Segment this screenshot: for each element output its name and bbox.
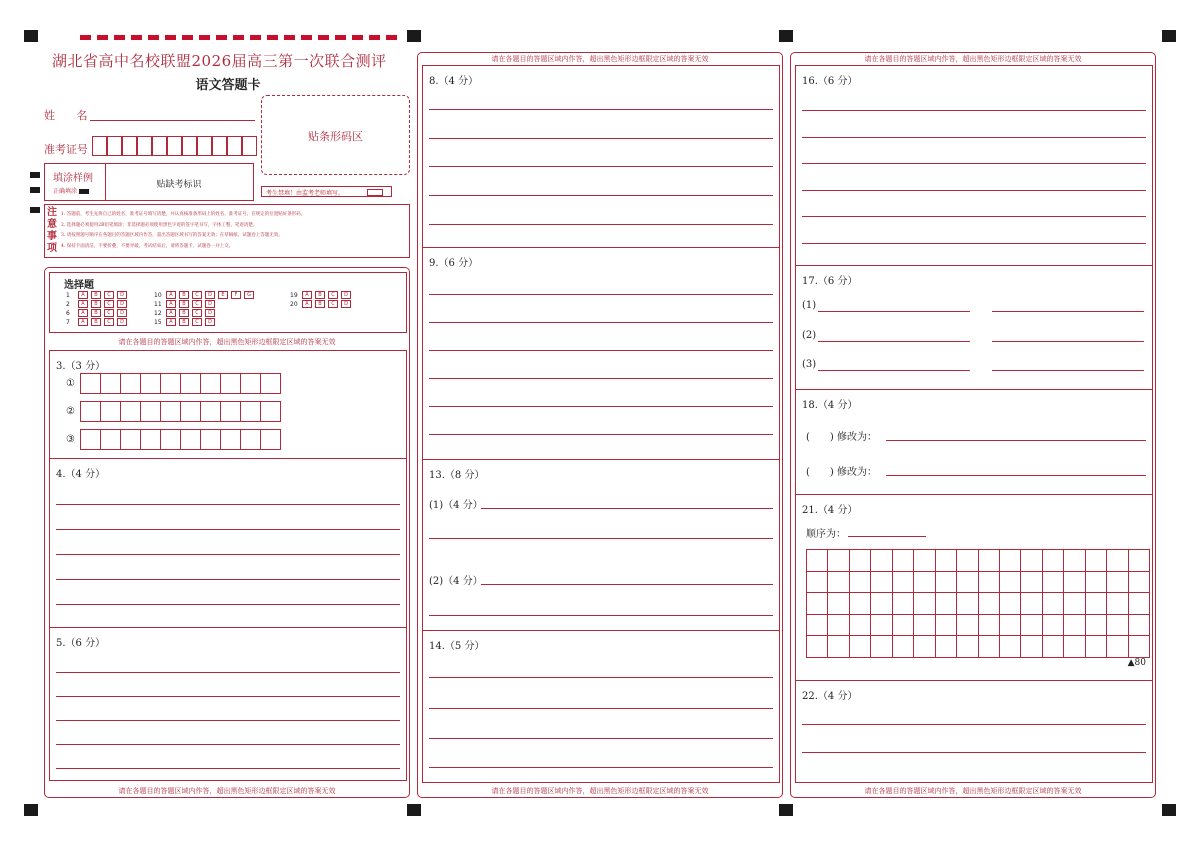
- q21-char-box[interactable]: [978, 592, 1000, 615]
- q21-char-box[interactable]: [1106, 571, 1128, 594]
- choice-option-bubble[interactable]: D: [117, 291, 127, 299]
- choice-row: [154, 300, 218, 308]
- q21-char-box[interactable]: [827, 592, 849, 615]
- q21-char-box[interactable]: [1085, 571, 1107, 594]
- q21-char-box[interactable]: [1085, 549, 1107, 572]
- q21-char-box[interactable]: [1106, 614, 1128, 637]
- column2-frame: [422, 65, 780, 783]
- q21-char-box[interactable]: [806, 614, 828, 637]
- q3-char-box[interactable]: [100, 401, 121, 422]
- choice-option-bubble[interactable]: C: [328, 291, 338, 299]
- q21-char-box[interactable]: [978, 614, 1000, 637]
- q21-title: 21.（4 分）: [802, 505, 858, 516]
- q21-char-box[interactable]: [849, 635, 871, 658]
- notes-heading: 注 意 事 项: [47, 207, 57, 254]
- q21-char-box[interactable]: [1063, 549, 1085, 572]
- q21-char-box[interactable]: [892, 549, 914, 572]
- q14-box[interactable]: [423, 631, 779, 784]
- exam-title: 湖北省高中名校联盟2026届高三第一次联合测评: [52, 52, 387, 70]
- q21-char-box[interactable]: [1128, 635, 1150, 658]
- q13-part2-label: (2)（4 分）: [429, 576, 483, 587]
- q3-char-box[interactable]: [180, 401, 201, 422]
- choice-option-bubble[interactable]: A: [78, 318, 88, 326]
- q21-char-box[interactable]: [913, 571, 935, 594]
- q21-char-box[interactable]: [978, 571, 1000, 594]
- choice-option-bubble[interactable]: B: [315, 291, 325, 299]
- q21-char-box[interactable]: [806, 549, 828, 572]
- q21-char-box[interactable]: [999, 592, 1021, 615]
- q21-char-box[interactable]: [1020, 549, 1042, 572]
- q21-char-box[interactable]: [935, 549, 957, 572]
- q3-char-box[interactable]: [260, 401, 281, 422]
- q21-char-box[interactable]: [892, 592, 914, 615]
- q3-char-box[interactable]: [160, 429, 181, 450]
- choice-row: [154, 291, 257, 299]
- q13-part1-label: (1)（4 分）: [429, 500, 483, 511]
- q3-char-box[interactable]: [180, 373, 201, 394]
- q5-box[interactable]: [49, 628, 407, 781]
- q18-box[interactable]: [796, 390, 1152, 495]
- choice-option-bubble[interactable]: A: [166, 300, 176, 308]
- q21-char-box[interactable]: [806, 592, 828, 615]
- q3-char-box[interactable]: [240, 401, 261, 422]
- q3-title: 3.（3 分）: [56, 361, 106, 372]
- q21-char-box[interactable]: [849, 614, 871, 637]
- notes-box: [44, 204, 410, 258]
- q21-char-box[interactable]: [870, 549, 892, 572]
- q21-char-box[interactable]: [892, 571, 914, 594]
- q3-char-box[interactable]: [120, 401, 141, 422]
- choice-option-bubble[interactable]: B: [315, 300, 325, 308]
- choice-row: [66, 291, 130, 299]
- q21-char-box[interactable]: [999, 549, 1021, 572]
- q21-char-box[interactable]: [913, 592, 935, 615]
- choice-row: [290, 291, 354, 299]
- choice-option-bubble[interactable]: B: [91, 309, 101, 317]
- choice-option-bubble[interactable]: B: [179, 300, 189, 308]
- q3-char-box[interactable]: [100, 373, 121, 394]
- choice-option-bubble[interactable]: B: [179, 309, 189, 317]
- fill-example-label: 填涂样例: [53, 173, 93, 184]
- choice-option-bubble[interactable]: D: [117, 318, 127, 326]
- q21-char-box[interactable]: [978, 549, 1000, 572]
- choice-row: [154, 309, 218, 317]
- choice-row: [66, 300, 130, 308]
- q21-char-box[interactable]: [892, 614, 914, 637]
- q21-char-box[interactable]: [1128, 614, 1150, 637]
- q21-char-box[interactable]: [1128, 571, 1150, 594]
- proctor-box: 考生禁填！由监考老师填写。: [261, 186, 392, 197]
- choice-option-bubble[interactable]: D: [117, 300, 127, 308]
- q21-char-box[interactable]: [956, 614, 978, 637]
- q21-char-box[interactable]: [1063, 571, 1085, 594]
- q3-box: [49, 350, 407, 459]
- notice-text: 请在各题目的答题区域内作答，超出黑色矩形边框限定区域的答案无效: [491, 55, 709, 63]
- q21-char-box[interactable]: [870, 614, 892, 637]
- q21-char-box[interactable]: [956, 635, 978, 658]
- q21-char-box[interactable]: [999, 635, 1021, 658]
- q3-char-box[interactable]: [100, 429, 121, 450]
- barcode-area: 贴条形码区: [261, 95, 410, 175]
- q21-char-box[interactable]: [1042, 614, 1064, 637]
- choice-option-bubble[interactable]: C: [104, 309, 114, 317]
- choice-option-bubble[interactable]: C: [328, 300, 338, 308]
- q16-box[interactable]: [796, 66, 1152, 266]
- notice-text: 请在各题目的答题区域内作答，超出黑色矩形边框限定区域的答案无效: [864, 55, 1082, 63]
- q21-char-box[interactable]: [935, 592, 957, 615]
- q21-box[interactable]: [796, 495, 1152, 681]
- q3-char-box[interactable]: [120, 429, 141, 450]
- choice-row: [66, 318, 130, 326]
- q3-char-box[interactable]: [200, 401, 221, 422]
- q21-char-box[interactable]: [1128, 592, 1150, 615]
- alignment-mark-bot-mid1: [407, 804, 421, 816]
- q18-fix-2-label: ( ) 修改为：: [806, 467, 877, 478]
- q21-char-box[interactable]: [806, 571, 828, 594]
- q21-char-box[interactable]: [913, 614, 935, 637]
- q21-char-box[interactable]: [827, 635, 849, 658]
- notice-text: 请在各题目的答题区域内作答，超出黑色矩形边框限定区域的答案无效: [118, 338, 336, 346]
- choice-option-bubble[interactable]: E: [218, 291, 228, 299]
- q3-item-2-label: ②: [66, 406, 75, 417]
- q21-char-box[interactable]: [1042, 592, 1064, 615]
- q3-char-box[interactable]: [200, 373, 221, 394]
- choice-option-bubble[interactable]: A: [78, 300, 88, 308]
- answer-panel-3: [790, 52, 1156, 798]
- q21-char-box[interactable]: [913, 549, 935, 572]
- q13-box[interactable]: [423, 460, 779, 631]
- q21-char-box[interactable]: [913, 635, 935, 658]
- choice-option-bubble[interactable]: C: [104, 300, 114, 308]
- choice-option-bubble[interactable]: D: [117, 309, 127, 317]
- choice-option-bubble[interactable]: B: [91, 291, 101, 299]
- alignment-mark-tl: [24, 30, 38, 42]
- choice-option-bubble[interactable]: D: [205, 309, 215, 317]
- q17-title: 17.（6 分）: [802, 276, 858, 287]
- q3-char-box[interactable]: [140, 429, 161, 450]
- q21-char-box[interactable]: [1020, 635, 1042, 658]
- choice-option-bubble[interactable]: C: [192, 318, 202, 326]
- card-subtitle: 语文答题卡: [195, 78, 261, 93]
- q3-item-1-label: ①: [66, 378, 75, 389]
- q21-char-box[interactable]: [1063, 635, 1085, 658]
- q21-char-box[interactable]: [1085, 592, 1107, 615]
- q21-char-box[interactable]: [892, 635, 914, 658]
- q18-title: 18.（4 分）: [802, 400, 858, 411]
- choice-question-number: 11: [154, 300, 162, 308]
- q8-title: 8.（4 分）: [429, 76, 479, 87]
- note-item: 1. 答题前，考生先将自己的姓名、准考证号填写清楚，并认真核准条形码上的姓名、准考证号，在规定的位置贴好条形码。: [61, 212, 306, 217]
- q21-char-box[interactable]: [870, 592, 892, 615]
- q3-char-box[interactable]: [160, 401, 181, 422]
- q21-char-box[interactable]: [1128, 549, 1150, 572]
- side-mark-3: [30, 207, 40, 213]
- q17-box[interactable]: [796, 266, 1152, 390]
- q3-char-box[interactable]: [80, 401, 101, 422]
- q21-char-box[interactable]: [935, 571, 957, 594]
- q21-char-box[interactable]: [849, 549, 871, 572]
- choice-question-number: 10: [154, 291, 162, 299]
- q3-char-box[interactable]: [140, 401, 161, 422]
- q21-char-box[interactable]: [935, 635, 957, 658]
- q3-char-box[interactable]: [140, 373, 161, 394]
- choice-option-bubble[interactable]: A: [302, 300, 312, 308]
- note-item: 3. 请按照题号顺序在各题目的答题区域内作答，超出答题区域书写的答案无效；在草稿纸、试题卷上答题无效。: [61, 233, 283, 238]
- q3-char-box[interactable]: [80, 373, 101, 394]
- choice-question-number: 7: [66, 318, 70, 326]
- answer-panel-2: [417, 52, 783, 798]
- q21-char-box[interactable]: [1106, 635, 1128, 658]
- q21-char-box[interactable]: [956, 592, 978, 615]
- answer-panel-1: [44, 267, 410, 798]
- exam-no-label: 准考证号: [44, 143, 88, 156]
- q18-fix-1-label: ( ) 修改为：: [806, 432, 877, 443]
- q14-title: 14.（5 分）: [429, 641, 485, 652]
- q21-char-box[interactable]: [1020, 571, 1042, 594]
- q22-box[interactable]: [796, 681, 1152, 784]
- choice-option-bubble[interactable]: C: [104, 291, 114, 299]
- choice-option-bubble[interactable]: B: [91, 318, 101, 326]
- choice-option-bubble[interactable]: C: [192, 300, 202, 308]
- q3-item-3-label: ③: [66, 434, 75, 445]
- note-item: 2. 选择题必须使用2B铅笔填涂；非选择题必须使用黑色字迹的签字笔书写，字体工整、笔迹清楚。: [61, 222, 258, 228]
- notice-text-bottom: 请在各题目的答题区域内作答，超出黑色矩形边框限定区域的答案无效: [491, 787, 709, 795]
- choice-option-bubble[interactable]: A: [166, 291, 176, 299]
- q21-char-box[interactable]: [999, 571, 1021, 594]
- choice-option-bubble[interactable]: A: [78, 309, 88, 317]
- q21-char-box[interactable]: [1063, 592, 1085, 615]
- choice-row: [154, 318, 218, 326]
- q4-box[interactable]: [49, 459, 407, 628]
- q3-char-box[interactable]: [220, 401, 241, 422]
- choice-option-bubble[interactable]: A: [166, 318, 176, 326]
- q3-char-box[interactable]: [220, 429, 241, 450]
- q21-char-box[interactable]: [1042, 635, 1064, 658]
- q4-title: 4.（4 分）: [56, 469, 106, 480]
- q21-char-box[interactable]: [956, 571, 978, 594]
- q21-char-box[interactable]: [956, 549, 978, 572]
- alignment-mark-tr: [1162, 30, 1176, 42]
- name-label: 姓 名: [44, 109, 88, 122]
- q3-char-box[interactable]: [260, 429, 281, 450]
- q21-writing-grid[interactable]: [806, 549, 1149, 657]
- choice-row: [66, 309, 130, 317]
- q21-char-box[interactable]: [1085, 614, 1107, 637]
- choice-question-number: 6: [66, 309, 70, 317]
- q21-order-label: 顺序为：: [806, 529, 846, 540]
- choice-option-bubble[interactable]: D: [205, 300, 215, 308]
- q3-char-box[interactable]: [180, 429, 201, 450]
- choice-option-bubble[interactable]: B: [179, 291, 189, 299]
- q21-char-box[interactable]: [827, 571, 849, 594]
- column3-frame: [795, 65, 1153, 783]
- q17-item-1-label: (1): [802, 300, 817, 311]
- q21-char-box[interactable]: [1020, 614, 1042, 637]
- choice-question-number: 15: [154, 318, 162, 326]
- q21-char-box[interactable]: [935, 614, 957, 637]
- choice-option-bubble[interactable]: D: [205, 318, 215, 326]
- choice-option-bubble[interactable]: A: [166, 309, 176, 317]
- choice-section: [49, 272, 407, 333]
- choice-option-bubble[interactable]: B: [91, 300, 101, 308]
- choice-option-bubble[interactable]: A: [78, 291, 88, 299]
- notice-text-bottom: 请在各题目的答题区域内作答，超出黑色矩形边框限定区域的答案无效: [118, 787, 336, 795]
- q21-char-box[interactable]: [870, 635, 892, 658]
- choice-option-bubble[interactable]: B: [179, 318, 189, 326]
- q21-char-box[interactable]: [978, 635, 1000, 658]
- q21-char-box[interactable]: [849, 571, 871, 594]
- q21-char-box[interactable]: [1106, 592, 1128, 615]
- q3-char-box[interactable]: [120, 373, 141, 394]
- q3-char-box[interactable]: [240, 429, 261, 450]
- q8-box[interactable]: [423, 66, 779, 248]
- q21-char-box[interactable]: [827, 614, 849, 637]
- q21-char-box[interactable]: [849, 592, 871, 615]
- q21-char-box[interactable]: [806, 635, 828, 658]
- choice-question-number: 19: [290, 291, 298, 299]
- note-item: 4. 保持卡面清洁，不要折叠，不要弄破，考试结束后，请将答题卡、试题卷一并上交。: [61, 243, 234, 249]
- q22-title: 22.（4 分）: [802, 691, 858, 702]
- choice-option-bubble[interactable]: C: [192, 291, 202, 299]
- alignment-mark-top-mid1: [407, 30, 421, 42]
- alignment-mark-bl: [24, 804, 38, 816]
- q17-item-3-label: (3): [802, 359, 817, 370]
- q21-char-box[interactable]: [870, 571, 892, 594]
- exam-no-boxes[interactable]: [92, 136, 257, 156]
- choice-option-bubble[interactable]: D: [205, 291, 215, 299]
- alignment-mark-br: [1162, 804, 1176, 816]
- q21-char-box[interactable]: [1106, 549, 1128, 572]
- choice-question-number: 20: [290, 300, 298, 308]
- alignment-mark-bot-mid2: [779, 804, 793, 816]
- q17-item-2-label: (2): [802, 330, 817, 341]
- q3-char-box[interactable]: [220, 373, 241, 394]
- choice-question-number: 12: [154, 309, 162, 317]
- q21-char-box[interactable]: [1085, 635, 1107, 658]
- timing-track: [80, 35, 398, 40]
- q3-char-box[interactable]: [260, 373, 281, 394]
- choice-question-number: 2: [66, 300, 70, 308]
- choice-option-bubble[interactable]: F: [231, 291, 241, 299]
- fill-example-box: [44, 163, 254, 201]
- choice-row: [290, 300, 354, 308]
- q21-char-box[interactable]: [1063, 614, 1085, 637]
- q21-char-box[interactable]: [1042, 571, 1064, 594]
- absent-label: 贴缺考标识: [156, 180, 202, 190]
- q3-char-box[interactable]: [160, 373, 181, 394]
- q21-word-count: ▲80: [1127, 658, 1146, 668]
- choice-option-bubble[interactable]: D: [341, 300, 351, 308]
- choice-option-bubble[interactable]: D: [341, 291, 351, 299]
- q9-title: 9.（6 分）: [429, 258, 479, 269]
- notice-text-bottom: 请在各题目的答题区域内作答，超出黑色矩形边框限定区域的答案无效: [864, 787, 1082, 795]
- q21-char-box[interactable]: [1020, 592, 1042, 615]
- q3-char-box[interactable]: [80, 429, 101, 450]
- choice-title: 选择题: [64, 280, 94, 291]
- fill-example-sub: 正确填涂: [53, 186, 89, 195]
- choice-question-number: 1: [66, 291, 70, 299]
- q21-char-box[interactable]: [1042, 549, 1064, 572]
- q9-box[interactable]: [423, 248, 779, 460]
- q3-char-box[interactable]: [200, 429, 221, 450]
- q16-title: 16.（6 分）: [802, 76, 858, 87]
- choice-option-bubble[interactable]: C: [104, 318, 114, 326]
- name-field[interactable]: [90, 120, 255, 121]
- q13-title: 13.（8 分）: [429, 470, 485, 481]
- q21-char-box[interactable]: [999, 614, 1021, 637]
- choice-option-bubble[interactable]: G: [244, 291, 254, 299]
- alignment-mark-top-mid2: [779, 30, 793, 42]
- side-mark-2: [30, 187, 40, 193]
- q5-title: 5.（6 分）: [56, 638, 106, 649]
- choice-option-bubble[interactable]: A: [302, 291, 312, 299]
- choice-option-bubble[interactable]: C: [192, 309, 202, 317]
- q3-char-box[interactable]: [240, 373, 261, 394]
- q21-char-box[interactable]: [827, 549, 849, 572]
- side-mark-1: [30, 172, 40, 178]
